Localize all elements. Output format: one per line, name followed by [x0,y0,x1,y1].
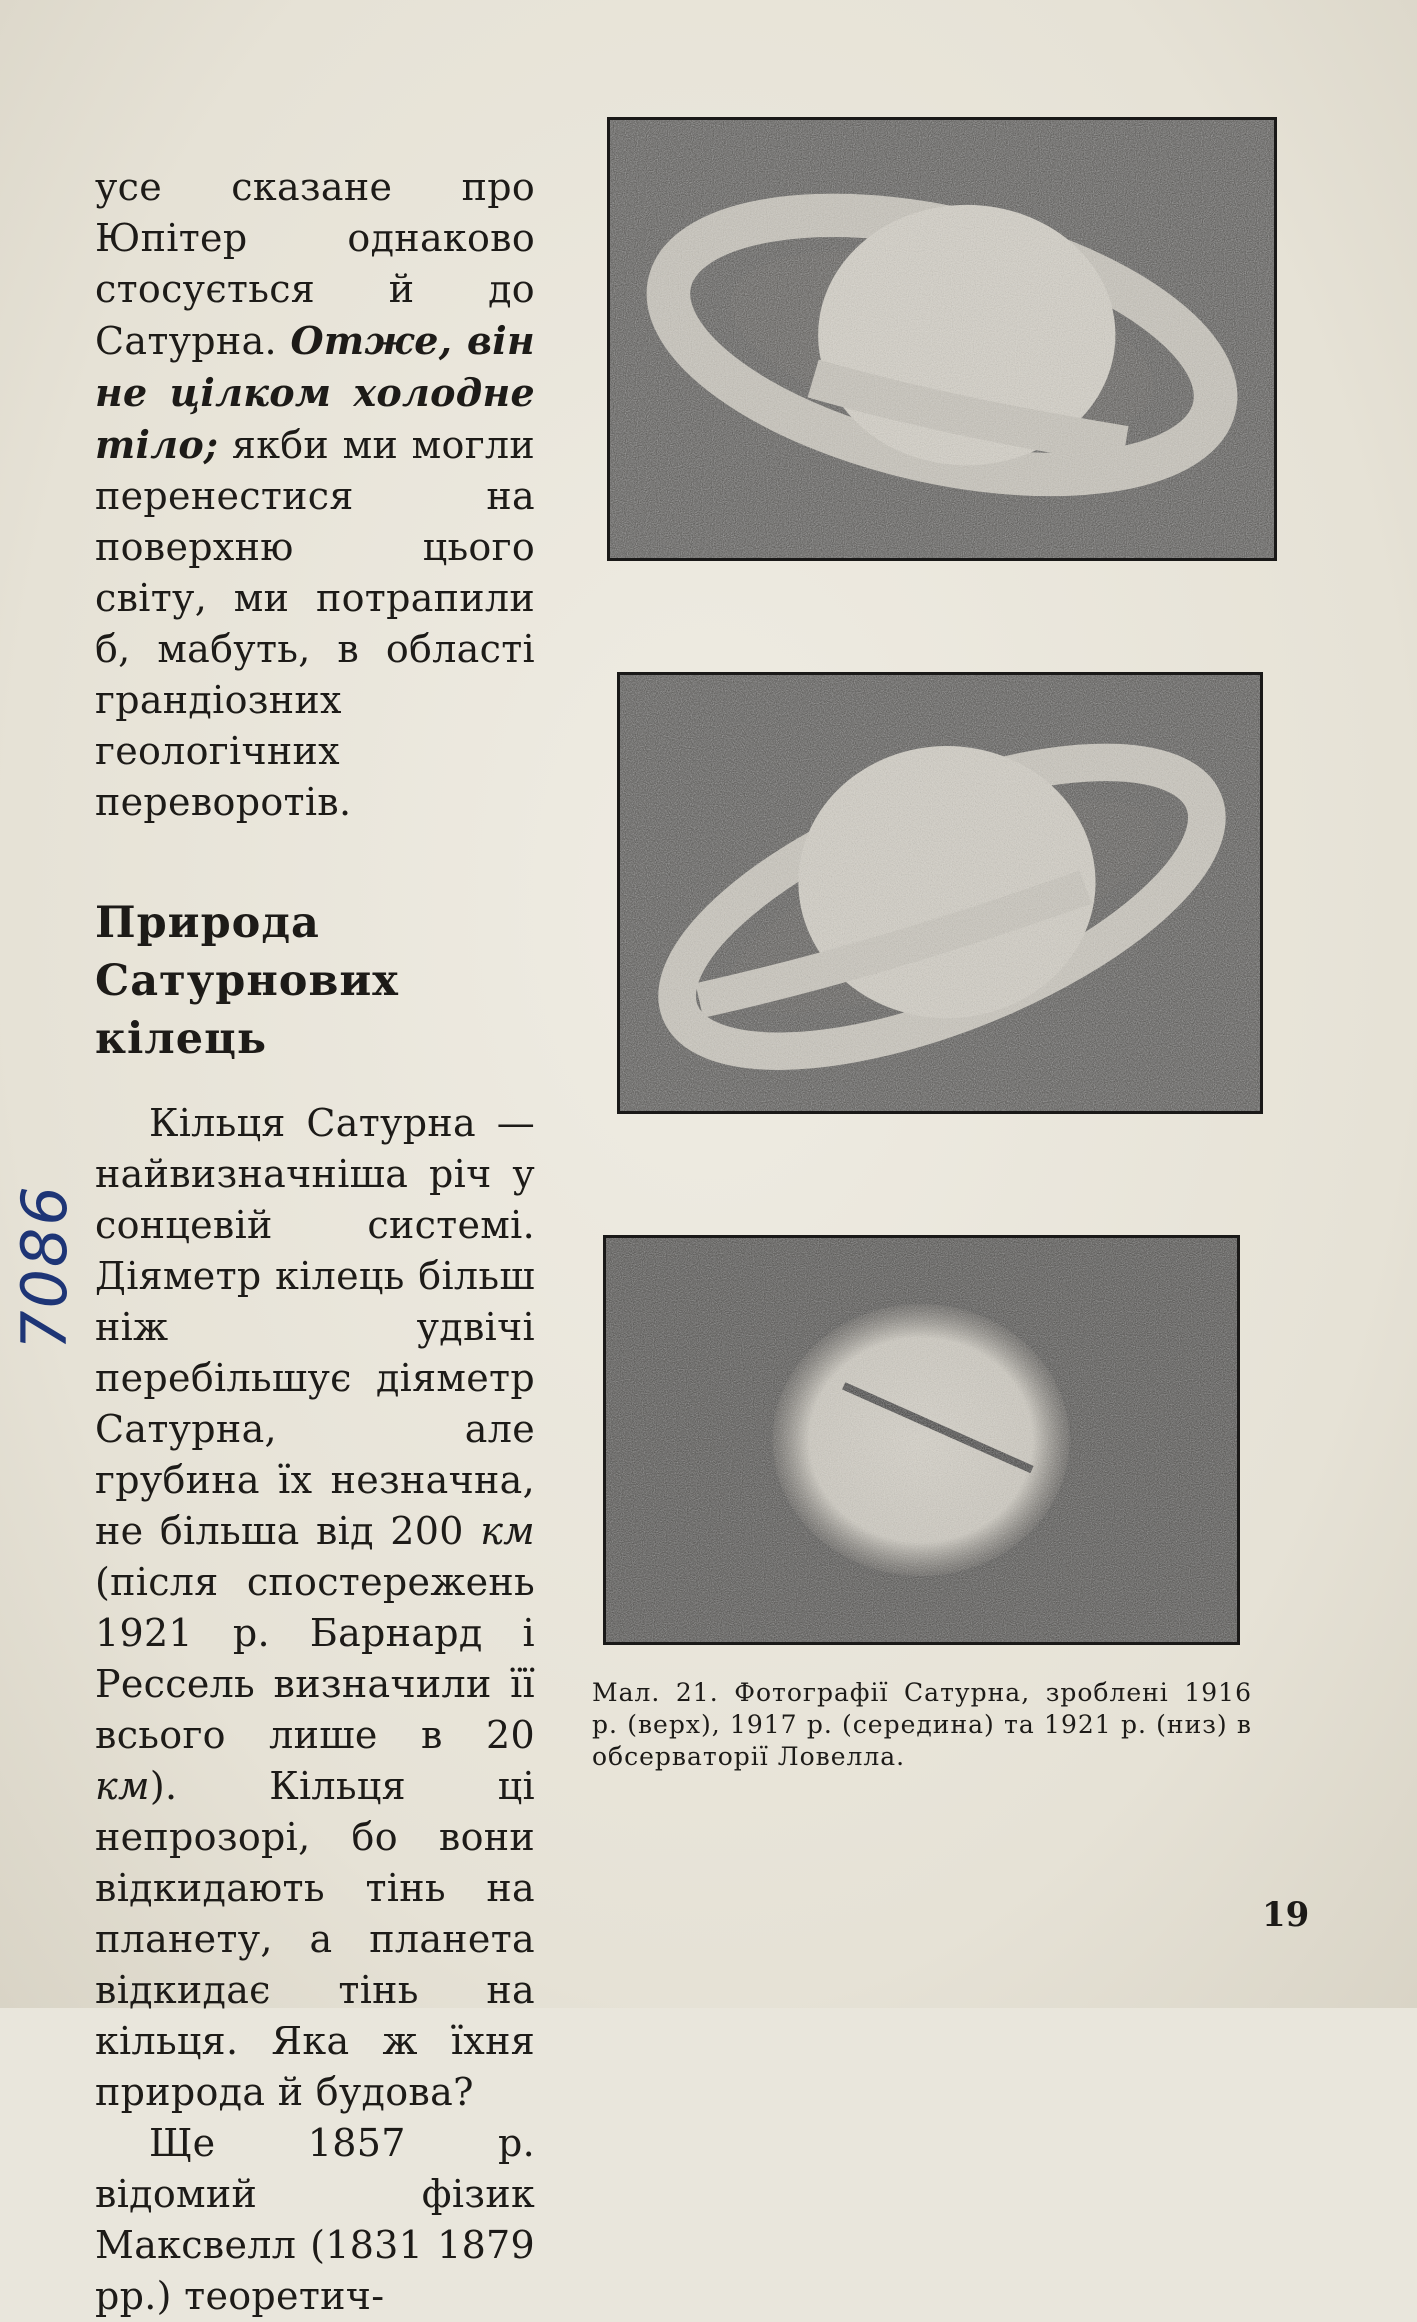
unit-km: км [480,1509,535,1553]
paragraph-rings-start: Кільця Сатурна — найвизначніша річ у сонцевій системі. Діяметр кілець більш ніж удвічі перебільшує діяметр Сатурна, але грубина їх незначна, не більша від 200 [95,1101,535,1553]
section-heading: Природа Сатурнових кілець [95,898,399,1064]
saturn-photo-1917 [617,672,1263,1114]
unit-km: км [95,1764,150,1808]
paragraph-jupiter [95,162,535,828]
saturn-photo-1921 [603,1235,1240,1645]
paragraph-jupiter-end: якби ми могли перенестися на поверхню цього світу, ми потрапили б, мабуть, в області грандіозних геологічних переворотів. [95,423,535,824]
page-number: 19 [1262,1895,1310,1935]
saturn-image [610,120,1274,558]
paragraph-maxwell: Ще 1857 р. відомий фізик Максвелл (1831 1879 рр.) теоретич- [95,2121,535,2318]
saturn-photo-1916 [607,117,1277,561]
text-column [95,162,535,2322]
paragraph-jupiter-start: усе сказане про Юпітер однаково стосується й до Сатурна. [95,165,535,363]
paragraph-rings [95,1098,535,2118]
handwritten-inventory-number: 7086 [8,1184,81,1350]
saturn-image [606,1238,1237,1642]
figure-caption: Мал. 21. Фотографії Сатурна, зроблені 1916 р. (верх), 1917 р. (середина) та 1921 р. (низ) в обсерваторії Ловелла. [592,1678,1252,1771]
italic-emphasis: Отже, він не цілком холодне тіло; [95,318,536,467]
saturn-image [620,675,1260,1111]
paragraph-rings-middle: (після спостережень 1921 р. Барнард і Рессель визначили її всього лише в 20 [95,1560,535,1757]
paragraph-rings-end: ). Кільця ці непрозорі, бо вони відкидають тінь на планету, а планета відкидає тінь на кільця. Яка ж їхня природа й будова? [95,1764,535,2114]
